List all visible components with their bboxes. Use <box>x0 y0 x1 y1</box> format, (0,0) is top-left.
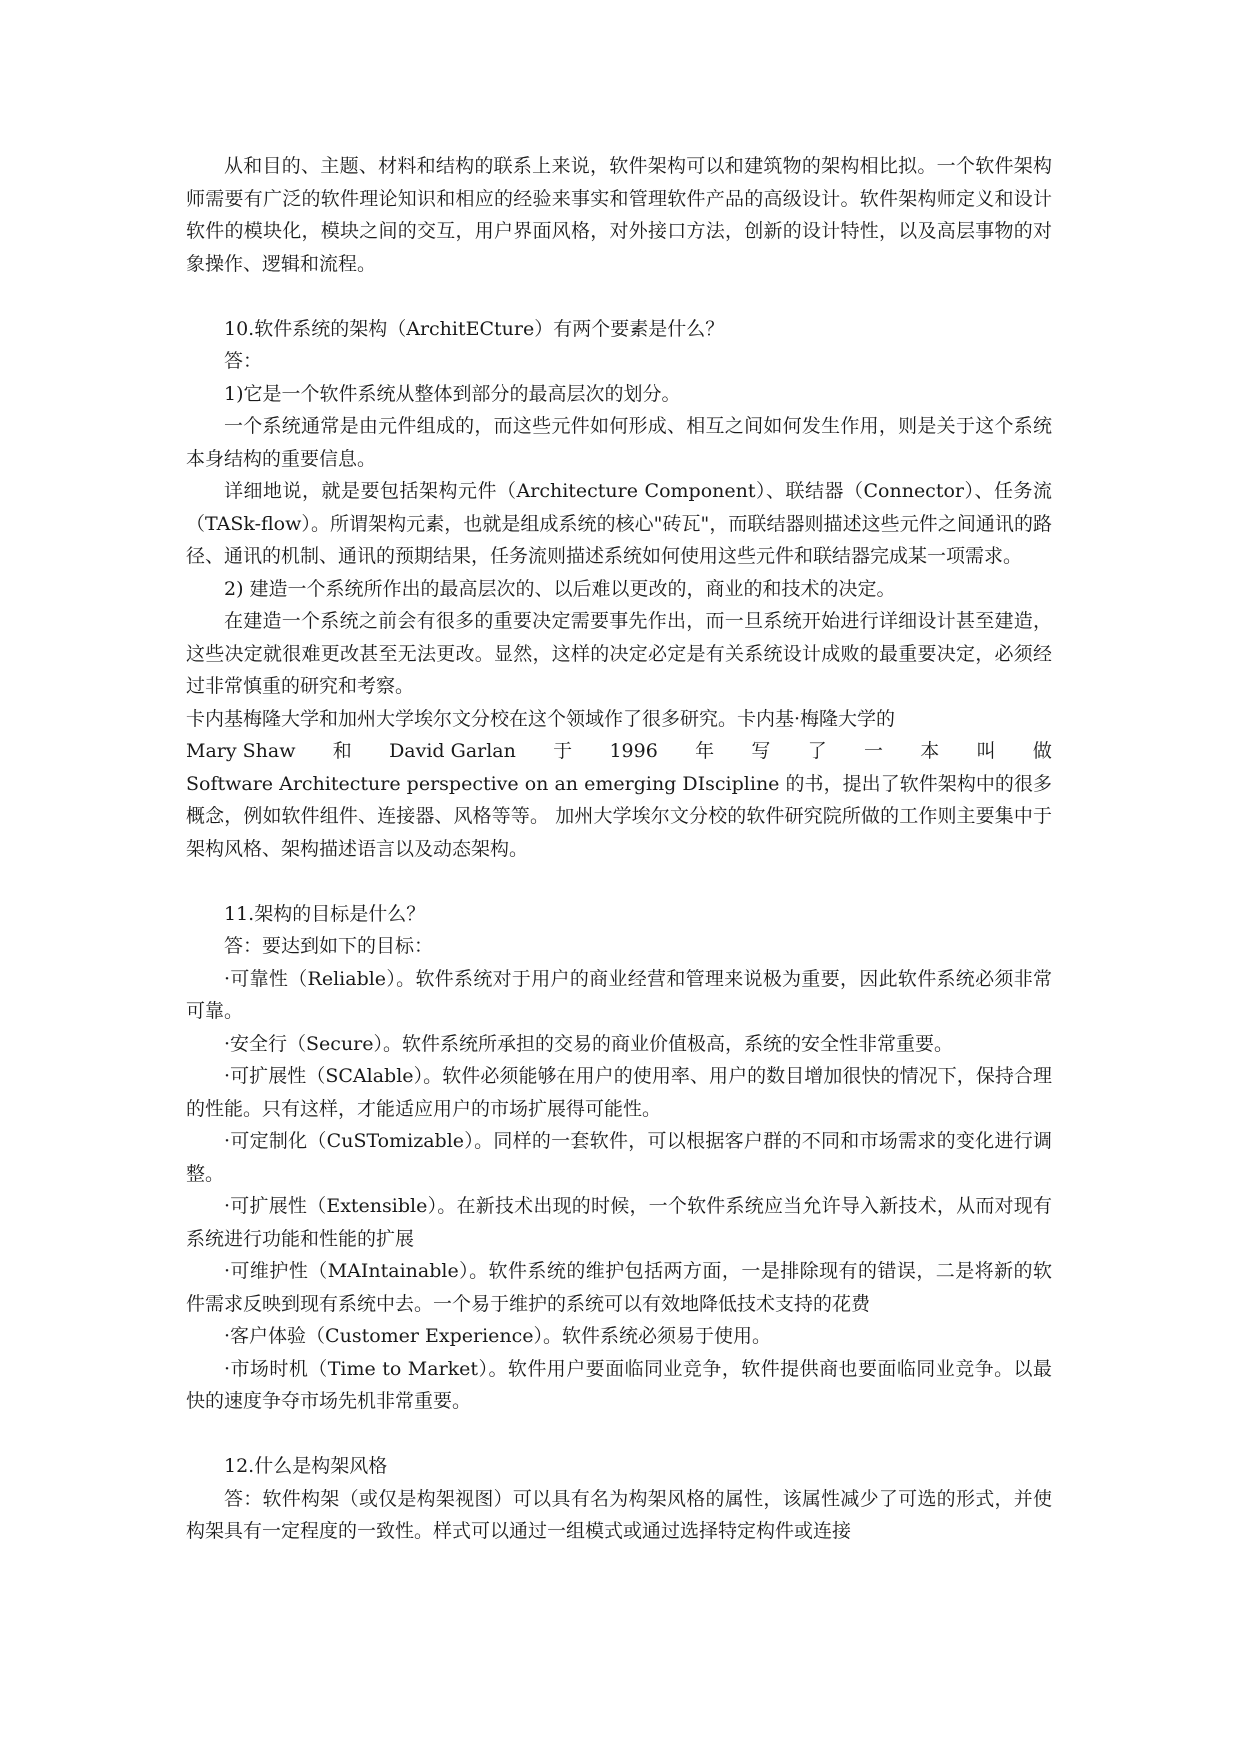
q10-answer-label: 答： <box>224 350 263 372</box>
spread-word: 本 <box>920 740 940 762</box>
q10-research-line: 卡内基梅隆大学和加州大学埃尔文分校在这个领域作了很多研究。卡内基·梅隆大学的 <box>186 707 896 730</box>
spread-word: 写 <box>751 740 771 762</box>
q12-title: 12.什么是构架风格 <box>224 1455 388 1477</box>
spread-word: 于 <box>553 740 573 762</box>
spread-word: David Garlan <box>389 740 516 762</box>
q10-point2-paragraph1: 在建造一个系统之前会有很多的重要决定需要事先作出，而一旦系统开始进行详细设计甚至建造，这些决定就很难更改甚至无法更改。显然，这样的决定必定是有关系统设计成败的最重要决定，必须经过非常慎重的研究和考察。 <box>186 610 1052 697</box>
q11-title: 11.架构的目标是什么？ <box>224 902 426 925</box>
q11-goal-item: ·安全行（Secure）。软件系统所承担的交易的商业价值极高，系统的安全性非常重要。 <box>224 1032 954 1055</box>
q10-point2: 2) 建造一个系统所作出的最高层次的、以后难以更改的，商业的和技术的决定。 <box>224 577 896 600</box>
q11-goal-item: ·市场时机（Time to Market）。软件用户要面临同业竞争，软件提供商也要面临同业竞争。以最快的速度争夺市场先机非常重要。 <box>186 1357 1052 1412</box>
document-page <box>186 150 1052 1548</box>
q10-research-spread-line <box>186 735 1052 768</box>
q11-goal-item: ·可定制化（CuSTomizable）。同样的一套软件，可以根据客户群的不同和市场需求的变化进行调整。 <box>186 1130 1052 1185</box>
q11-goal-item: ·客户体验（Customer Experience）。软件系统必须易于使用。 <box>224 1325 772 1347</box>
q11-goal-item: ·可扩展性（Extensible）。在新技术出现的时候，一个软件系统应当允许导入新技术，从而对现有系统进行功能和性能的扩展 <box>186 1195 1052 1250</box>
q11-goal-item: ·可维护性（MAIntainable）。软件系统的维护包括两方面，一是排除现有的错误，二是将新的软件需求反映到现有系统中去。一个易于维护的系统可以有效地降低技术支持的花费 <box>186 1260 1052 1315</box>
spread-word: 和 <box>332 740 352 762</box>
spread-word: Mary Shaw <box>186 740 296 762</box>
q10-point1-paragraph1: 一个系统通常是由元件组成的，而这些元件如何形成、相互之间如何发生作用，则是关于这个系统本身结构的重要信息。 <box>186 415 1052 470</box>
spread-word: 了 <box>807 740 827 762</box>
q10-title: 10.软件系统的架构（ArchitECture）有两个要素是什么？ <box>224 317 725 340</box>
spread-word: 年 <box>695 740 715 762</box>
spread-word: 做 <box>1032 740 1052 762</box>
section-gap <box>186 1418 1052 1451</box>
spread-word: 1996 <box>609 740 658 762</box>
q11-answer-label: 答：要达到如下的目标： <box>224 935 434 957</box>
q10-research-rest: Software Architecture perspective on an emerging DIscipline 的书，提出了软件架构中的很多概念，例如软件组件、连接器、风格等等。 加州大学埃尔文分校的软件研究院所做的工作则主要集中于架构风格、架构描述语言以及动态架构。 <box>186 772 1052 860</box>
q11-goal-item: ·可扩展性（SCAlable）。软件必须能够在用户的使用率、用户的数目增加很快的情况下，保持合理的性能。只有这样，才能适应用户的市场扩展得可能性。 <box>186 1065 1052 1120</box>
q11-goal-item: ·可靠性（Reliable）。软件系统对于用户的商业经营和管理来说极为重要，因此软件系统必须非常可靠。 <box>186 967 1052 1022</box>
spread-word: 叫 <box>976 740 996 762</box>
spread-word: 一 <box>863 740 883 762</box>
q10-point1: 1)它是一个软件系统从整体到部分的最高层次的划分。 <box>224 382 681 405</box>
intro-paragraph: 从和目的、主题、材料和结构的联系上来说，软件架构可以和建筑物的架构相比拟。一个软件架构师需要有广泛的软件理论知识和相应的经验来事实和管理软件产品的高级设计。软件架构师定义和设计软件的模块化，模块之间的交互，用户界面风格，对外接口方法，创新的设计特性，以及高层事物的对象操作、逻辑和流程。 <box>186 155 1052 275</box>
section-gap <box>186 865 1052 898</box>
section-gap <box>186 280 1052 313</box>
q10-point1-paragraph2: 详细地说，就是要包括架构元件（Architecture Component）、联结器（Connector）、任务流（TASk-flow）。所谓架构元素，也就是组成系统的核心"砖瓦"，而联结器则描述这些元件之间通讯的路径、通讯的机制、通讯的预期结果，任务流则描述系统如何使用这些元件和联结器完成某一项需求。 <box>186 480 1052 567</box>
q12-answer: 答：软件构架（或仅是构架视图）可以具有名为构架风格的属性，该属性减少了可选的形式，并使构架具有一定程度的一致性。样式可以通过一组模式或通过选择特定构件或连接 <box>186 1487 1052 1542</box>
